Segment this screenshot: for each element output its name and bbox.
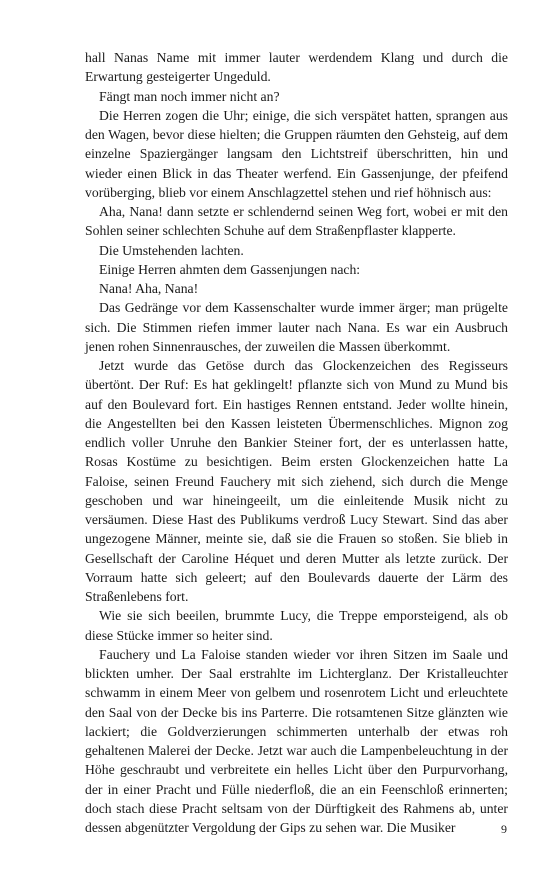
paragraph: Fängt man noch immer nicht an? <box>99 88 280 104</box>
paragraph: Jetzt wurde das Getöse durch das Glockenzeichen des Regisseurs übertönt. Der Ruf: Es hat geklingelt! pflanzte sich von Mund zu Mund bis auf den Boulevard fort. Ein hastiges Rennen entstand. Jeder wollte hinein, die Angestellten bei den Kassen leisteten Übermenschliches. Mignon zog endlich voller Unruhe den Bankier Steiner fort, der es unterlassen hatte, Rosas Kostüme zu besichtigen. Beim ersten Glockenzeichen hatte La Faloise, seinen Freund Fauchery mit sich ziehend, sich durch die Menge geschoben und war hineingeeilt, um die einleitende Musik nicht zu versäumen. Diese Hast des Publikums verdroß Lucy Stewart. Sind das aber ungezogene Männer, meinte sie, daß sie die Frauen so stoßen. Sie blieb in Gesellschaft der Caroline Héquet und deren Mutter als letzte zurück. Der Vorraum hatte sich geleert; auf den Boulevards dauerte der Lärm des Straßenlebens fort. <box>85 358 508 604</box>
page-number: 9 <box>501 822 507 836</box>
paragraph: Aha, Nana! dann setzte er schlendernd seinen Weg fort, wobei er mit den Sohlen seiner schlechten Schuhe auf dem Straßenpflaster klapperte. <box>85 204 508 239</box>
paragraph-continuation: hall Nanas Name mit immer lauter werdendem Klang und durch die Erwartung gesteigerter Ungeduld. <box>85 50 508 85</box>
paragraph: Wie sie sich beeilen, brummte Lucy, die Treppe emporsteigend, als ob diese Stücke immer so heiter sind. <box>85 608 508 643</box>
paragraph: Nana! Aha, Nana! <box>99 281 199 296</box>
paragraph: Das Gedränge vor dem Kassenschalter wurde immer ärger; man prügelte sich. Die Stimmen riefen immer lauter nach Nana. Es war ein Ausbruch jenen rohen Sinnenrausches, der zuweilen die Massen überkommt. <box>85 300 508 354</box>
paragraph: Die Umstehenden lachten. <box>99 242 244 258</box>
book-page-text <box>85 48 508 837</box>
paragraph: Fauchery und La Faloise standen wieder vor ihren Sitzen im Saale und blickten umher. Der Saal erstrahlte im Lichterglanz. Der Kristalleuchter schwamm in einem Meer von gelbem und rosenrotem Licht und erleuchtete den Saal von der Decke bis ins Parterre. Die rotsamtenen Sitze glänzten wie lackiert; die Goldverzierungen schimmerten unterhalb der etwas roh gehaltenen Malerei der Decke. Jetzt war auch die Lampenbeleuchtung in der Höhe geschraubt und verbreitete ein helles Licht über den Purpurvorhang, der in einer Pracht und Fülle niederfloß, die an ein Feenschloß erinnerten; doch stach diese Pracht seltsam von der Dürftigkeit des Rahmens ab, unter dessen abgenützter Vergoldung der Gips zu sehen war. Die Musiker <box>85 646 508 835</box>
paragraph: Einige Herren ahmten dem Gassenjungen nach: <box>99 261 361 277</box>
paragraph: Die Herren zogen die Uhr; einige, die sich verspätet hatten, sprangen aus den Wagen, bevor diese hielten; die Gruppen räumten den Gehsteig, auf dem einzelne Spaziergänger langsam den Lichtstreif überschritten, hin und wieder einen Blick in das Theater werfend. Ein Gassenjunge, der pfeifend vorüberging, blieb vor einem Anschlagzettel stehen und rief höhnisch aus: <box>85 107 508 200</box>
